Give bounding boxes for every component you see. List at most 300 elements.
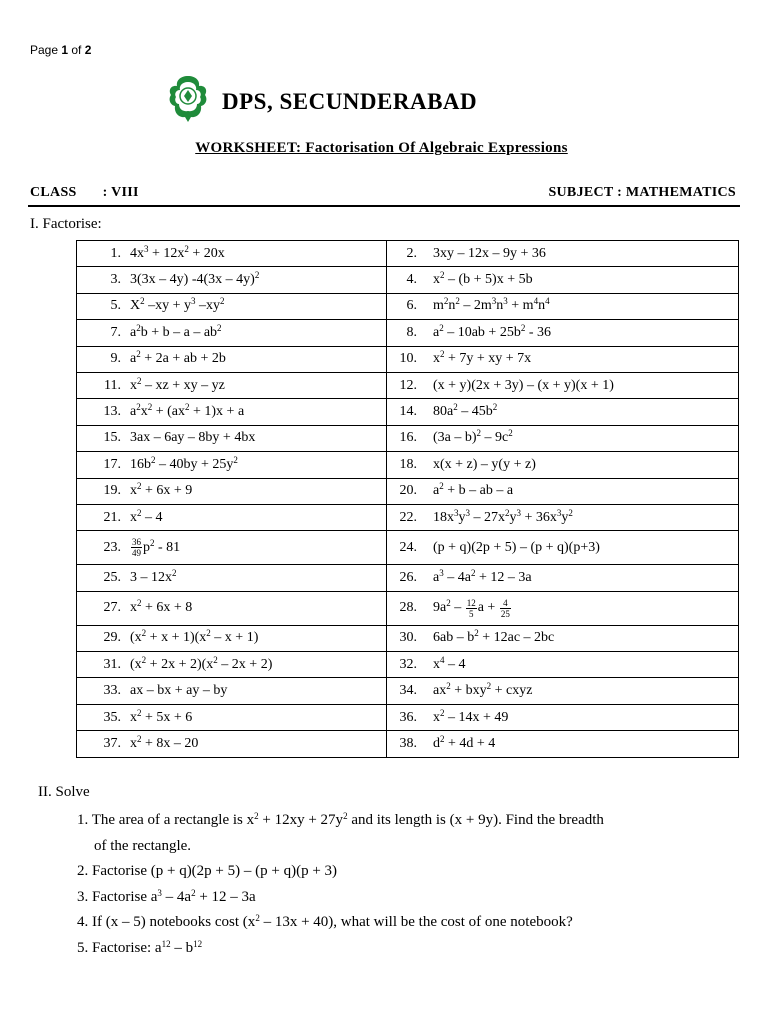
expr-text: 18x <box>433 509 454 525</box>
item-number: 5. <box>77 939 89 956</box>
expr-text: n <box>538 298 546 314</box>
denominator: 25 <box>500 608 510 619</box>
question-cell <box>77 504 387 530</box>
exponent: 3 <box>465 507 470 518</box>
list-item <box>77 885 747 911</box>
expr-text: a <box>433 569 440 585</box>
table-row <box>77 346 739 372</box>
list-item <box>77 910 747 936</box>
exponent: 2 <box>446 681 451 692</box>
question-cell <box>77 241 387 267</box>
question-number: 11. <box>104 377 121 393</box>
question-cell <box>77 478 387 504</box>
exponent: 2 <box>486 681 492 692</box>
table-row <box>77 425 739 451</box>
exponent: 2 <box>220 296 225 307</box>
expression <box>433 654 466 672</box>
question-number: 15. <box>103 430 121 446</box>
expr-text: x <box>130 735 137 751</box>
expr-text: a <box>130 404 137 420</box>
question-number: 24. <box>399 539 417 555</box>
question-cell <box>387 478 739 504</box>
expr-text: + 7y + xy + 7x <box>444 351 532 367</box>
expr-text: x <box>130 377 137 393</box>
expr-text: 16b <box>130 456 151 472</box>
question-number: 7. <box>110 324 121 340</box>
question-number: 16. <box>399 430 417 446</box>
expr-text: – 4 <box>444 656 466 672</box>
question-number: 14. <box>399 404 417 420</box>
subject-label: SUBJECT : MATHEMATICS <box>548 185 736 200</box>
expression <box>130 707 193 725</box>
exponent: 2 <box>136 322 141 333</box>
fraction <box>466 598 477 619</box>
expr-text: – 13x + 40), what will be the cost of one notebook? <box>259 914 573 931</box>
expr-text: Factorise: a <box>88 939 162 956</box>
exponent: 2 <box>191 887 196 898</box>
question-number: 9. <box>110 351 121 367</box>
exponent: 2 <box>147 402 153 413</box>
question-cell <box>77 320 387 346</box>
question-number: 31. <box>103 656 121 672</box>
expr-text: –xy + y <box>144 298 192 314</box>
expression <box>433 272 533 287</box>
expr-text: (x <box>130 656 142 672</box>
expr-text: X <box>130 298 141 314</box>
expr-text: – 45b <box>457 404 493 420</box>
numerator: 4 <box>500 598 511 609</box>
question-number: 6. <box>406 298 417 314</box>
question-cell <box>387 704 739 730</box>
question-cell <box>77 399 387 425</box>
question-cell <box>387 267 739 293</box>
header-divider <box>28 205 740 207</box>
expr-text: y <box>561 509 569 525</box>
expr-text: n <box>496 298 504 314</box>
expr-text: + 12 – 3a <box>195 888 256 905</box>
expr-text: a <box>433 324 440 340</box>
list-item <box>77 808 747 834</box>
exponent: 2 <box>137 598 142 609</box>
question-number: 30. <box>399 630 417 646</box>
question-number: 37. <box>103 735 121 751</box>
question-cell <box>387 591 739 625</box>
question-number: 29. <box>103 630 121 646</box>
question-number: 22. <box>399 509 417 525</box>
question-cell <box>77 625 387 651</box>
exponent: 2 <box>476 428 482 439</box>
class-label: CLASS <box>30 185 77 200</box>
expression <box>130 683 227 698</box>
fraction <box>500 598 511 619</box>
exponent: 3 <box>491 296 497 307</box>
expr-text: – 2x + 2) <box>217 656 273 672</box>
question-cell <box>77 565 387 591</box>
exponent: 2 <box>150 538 155 549</box>
table-row <box>77 320 739 346</box>
expr-text: – <box>450 600 465 616</box>
exponent: 2 <box>141 654 147 665</box>
expression <box>130 733 199 751</box>
expression <box>433 351 531 366</box>
expr-text: – 4a <box>443 569 471 585</box>
question-number: 26. <box>399 569 417 585</box>
expression <box>130 375 225 393</box>
question-cell <box>387 399 739 425</box>
exponent: 2 <box>492 402 498 413</box>
expression <box>433 298 550 313</box>
question-cell <box>77 267 387 293</box>
question-number: 1. <box>110 245 121 261</box>
class-value: : VIII <box>102 185 139 200</box>
expr-text: m <box>433 298 444 314</box>
expr-text: – 4 <box>141 509 163 525</box>
question-number: 20. <box>399 483 417 499</box>
expr-text: y <box>509 509 517 525</box>
question-cell <box>77 452 387 478</box>
item-number: 3. <box>77 888 89 905</box>
expr-text: (p + q)(2p + 5) – (p + q)(p+3) <box>433 539 600 555</box>
question-number: 19. <box>103 483 121 499</box>
expr-text: x(x + z) – y(y + z) <box>433 456 536 472</box>
exponent: 2 <box>439 322 444 333</box>
page-number: Page 1 of 2 <box>30 43 92 57</box>
exponent: 3 <box>157 887 162 898</box>
expression <box>433 246 546 261</box>
expr-text: – 9c <box>481 430 509 446</box>
expr-text: + b – ab – a <box>443 483 514 499</box>
question-number: 8. <box>406 324 417 340</box>
question-cell <box>77 591 387 625</box>
numerator: 36 <box>132 537 141 548</box>
question-number: 23. <box>103 540 121 556</box>
question-number: 25. <box>103 569 121 585</box>
exponent: 2 <box>446 598 451 609</box>
question-cell <box>387 652 739 678</box>
question-number: 38. <box>399 735 417 751</box>
expression <box>433 404 497 419</box>
expr-text: Factorise (p + q)(2p + 5) – (p + q)(p + 3) <box>88 863 338 880</box>
expression <box>130 430 255 445</box>
solve-list <box>77 808 747 962</box>
expr-text: x <box>433 272 440 288</box>
question-cell <box>387 625 739 651</box>
question-cell <box>77 678 387 704</box>
expr-text: If (x – 5) notebooks cost (x <box>88 914 256 931</box>
expr-text: – b <box>170 939 194 956</box>
exponent: 2 <box>151 454 156 465</box>
question-number: 17. <box>103 456 121 472</box>
expr-text: 6ab – b <box>433 630 475 646</box>
table-row <box>77 652 739 678</box>
exponent: 2 <box>254 811 259 821</box>
expression <box>130 404 244 419</box>
expr-text: a <box>433 483 440 499</box>
question-cell <box>77 652 387 678</box>
expr-text: – (b + 5)x + 5b <box>444 272 533 288</box>
expression <box>130 600 192 615</box>
expr-text: 3(3x – 4y) -4(3x – 4y) <box>130 272 255 288</box>
table-row <box>77 293 739 319</box>
expr-text: + 6x + 9 <box>141 483 193 499</box>
exponent: 2 <box>453 402 458 413</box>
expr-text: a + <box>477 600 499 616</box>
question-number: 33. <box>103 683 121 699</box>
question-number: 5. <box>110 298 121 314</box>
expr-text: + 8x – 20 <box>141 735 199 751</box>
exponent: 3 <box>556 507 562 518</box>
expr-text: + 12xy + 27y <box>258 812 344 828</box>
expr-text: + 6x + 8 <box>141 600 193 616</box>
exponent: 2 <box>172 567 177 578</box>
expression <box>433 630 554 645</box>
exponent: 3 <box>439 567 444 578</box>
question-number: 27. <box>103 600 121 616</box>
factorise-table <box>76 240 739 758</box>
item-continuation: of the rectangle. <box>94 837 192 854</box>
expr-text: –xy <box>195 298 221 314</box>
expr-text: 3xy – 12x – 9y + 36 <box>433 245 546 261</box>
expr-text: – 14x + 49 <box>444 709 509 725</box>
expr-text: 4x <box>130 245 144 261</box>
question-number: 13. <box>103 404 121 420</box>
fraction <box>131 537 142 558</box>
expr-text: n <box>448 298 456 314</box>
table-row <box>77 452 739 478</box>
exponent: 2 <box>233 454 238 465</box>
section-2-heading: II. Solve <box>38 784 90 800</box>
expr-text: x <box>130 509 137 525</box>
table-row <box>77 591 739 625</box>
exponent: 2 <box>343 811 348 821</box>
exponent: 2 <box>137 707 142 718</box>
question-number: 4. <box>406 272 417 288</box>
table-row <box>77 565 739 591</box>
table-row <box>77 399 739 425</box>
question-number: 36. <box>399 709 417 725</box>
expression <box>433 733 496 751</box>
expr-text: – 2m <box>459 298 492 314</box>
question-cell <box>387 241 739 267</box>
question-number: 28. <box>399 600 417 616</box>
list-item <box>77 859 747 885</box>
expression <box>130 630 258 645</box>
denominator: 5 <box>468 608 474 619</box>
expr-text: (x <box>130 630 142 646</box>
item-number: 1. <box>77 812 89 828</box>
expression <box>433 707 509 725</box>
exponent: 2 <box>520 322 526 333</box>
expr-text: + 20x <box>188 245 225 261</box>
table-row <box>77 372 739 398</box>
question-number: 32. <box>399 656 417 672</box>
expr-text: (3a – b) <box>433 430 477 446</box>
exponent: 2 <box>136 349 141 360</box>
expr-text: – 4a <box>161 888 192 905</box>
exponent: 4 <box>440 654 445 665</box>
exponent: 2 <box>184 243 189 254</box>
expr-text: b + b – a – ab <box>140 324 218 340</box>
exponent: 2 <box>440 707 445 718</box>
expression <box>433 597 512 619</box>
expression <box>130 567 177 585</box>
expression <box>130 537 181 559</box>
expression <box>130 272 259 287</box>
expr-text: + cxyz <box>491 683 533 699</box>
list-item <box>77 936 747 962</box>
expr-text: + m <box>507 298 534 314</box>
expr-text: ax – bx + ay – by <box>130 683 228 699</box>
expr-text: + 36x <box>521 509 557 525</box>
expression <box>130 351 226 366</box>
question-number: 10. <box>399 351 417 367</box>
expr-text: – 27x <box>470 509 505 525</box>
expression <box>130 507 163 525</box>
question-cell <box>387 531 739 565</box>
question-cell <box>387 346 739 372</box>
expression <box>433 457 536 472</box>
table-row <box>77 531 739 565</box>
expr-text: + 12 – 3a <box>475 569 532 585</box>
expr-text: a <box>130 324 137 340</box>
question-number: 18. <box>399 456 417 472</box>
expression <box>433 430 513 445</box>
school-name: DPS, SECUNDERABAD <box>222 89 478 114</box>
expr-text: x <box>140 404 148 420</box>
expression <box>130 298 225 313</box>
expr-text: 9a <box>433 600 447 616</box>
expr-text: + 12ac – 2bc <box>478 630 555 646</box>
class-subject-row <box>30 185 738 201</box>
question-cell <box>77 346 387 372</box>
question-cell <box>387 372 739 398</box>
exponent: 2 <box>213 654 218 665</box>
expr-text: – 40by + 25y <box>155 456 234 472</box>
exponent: 2 <box>141 628 147 639</box>
exponent: 12 <box>161 938 171 949</box>
expression <box>130 454 238 472</box>
denominator: 49 <box>132 548 141 559</box>
expression <box>433 540 600 555</box>
question-cell <box>77 704 387 730</box>
expr-text: x <box>433 656 440 672</box>
exponent: 3 <box>454 507 459 518</box>
expression <box>433 507 573 525</box>
expr-text: 3 – 12x <box>130 569 172 585</box>
expr-text: – x + 1) <box>210 630 259 646</box>
exponent: 2 <box>508 428 513 439</box>
exponent: 4 <box>533 296 539 307</box>
expr-text: y <box>458 509 466 525</box>
exponent: 3 <box>144 243 149 254</box>
exponent: 3 <box>516 507 521 518</box>
question-cell <box>387 320 739 346</box>
exponent: 12 <box>193 938 203 949</box>
exponent: 2 <box>217 322 222 333</box>
exponent: 4 <box>545 296 550 307</box>
expr-text: a <box>130 351 137 367</box>
question-cell <box>387 425 739 451</box>
expr-text: Factorise a <box>88 888 158 905</box>
expression <box>433 378 614 393</box>
table-row <box>77 625 739 651</box>
question-cell <box>77 372 387 398</box>
item-number: 2. <box>77 863 89 880</box>
question-number: 35. <box>103 709 121 725</box>
worksheet-title: WORKSHEET: Factorisation Of Algebraic Expressions <box>195 140 568 156</box>
expr-text: + bxy <box>450 683 487 699</box>
exponent: 2 <box>439 481 444 492</box>
expr-text: x <box>433 351 440 367</box>
expr-text: - 81 <box>154 540 181 556</box>
question-cell <box>387 293 739 319</box>
question-number: 34. <box>399 683 417 699</box>
exponent: 2 <box>140 296 145 307</box>
question-cell <box>387 565 739 591</box>
expression <box>433 567 532 585</box>
exponent: 2 <box>136 402 141 413</box>
expression <box>433 322 551 340</box>
numerator: 12 <box>466 597 476 608</box>
exponent: 2 <box>185 402 190 413</box>
exponent: 2 <box>443 296 449 307</box>
expr-text: + 5x + 6 <box>141 709 193 725</box>
expression <box>130 322 222 340</box>
expression <box>433 483 513 498</box>
exponent: 2 <box>137 481 142 492</box>
expr-text: x <box>130 483 137 499</box>
table-row <box>77 267 739 293</box>
exponent: 2 <box>568 507 573 518</box>
question-number: 21. <box>103 509 121 525</box>
exponent: 2 <box>137 375 142 386</box>
table-row <box>77 678 739 704</box>
table-row <box>77 704 739 730</box>
question-cell <box>387 731 739 757</box>
question-cell <box>387 678 739 704</box>
expr-text: The area of a rectangle is x <box>88 812 255 828</box>
exponent: 2 <box>137 507 142 518</box>
table-row <box>77 478 739 504</box>
expr-text: x <box>433 709 440 725</box>
expr-text: + x + 1)(x <box>146 630 207 646</box>
question-cell <box>77 731 387 757</box>
table-row <box>77 731 739 757</box>
question-cell <box>387 504 739 530</box>
expr-text: and its length is (x + 9y). Find the breadth <box>347 812 604 828</box>
question-number: 3. <box>110 272 121 288</box>
exponent: 2 <box>505 507 510 518</box>
expr-text: + 2x + 2)(x <box>146 656 214 672</box>
expr-text: p <box>143 540 150 556</box>
question-cell <box>77 293 387 319</box>
expression <box>130 654 273 672</box>
expr-text: x <box>130 600 137 616</box>
exponent: 2 <box>255 913 260 924</box>
expr-text: + 12x <box>148 245 185 261</box>
exponent: 2 <box>440 733 445 744</box>
expr-text: - 36 <box>525 324 551 340</box>
expr-text: + 1)x + a <box>189 404 245 420</box>
exponent: 2 <box>440 349 445 360</box>
exponent: 2 <box>254 270 260 281</box>
exponent: 2 <box>474 628 479 639</box>
question-cell <box>77 531 387 565</box>
expression <box>130 243 225 261</box>
expr-text: ax <box>433 683 447 699</box>
exponent: 2 <box>440 270 445 281</box>
question-number: 12. <box>399 377 417 393</box>
